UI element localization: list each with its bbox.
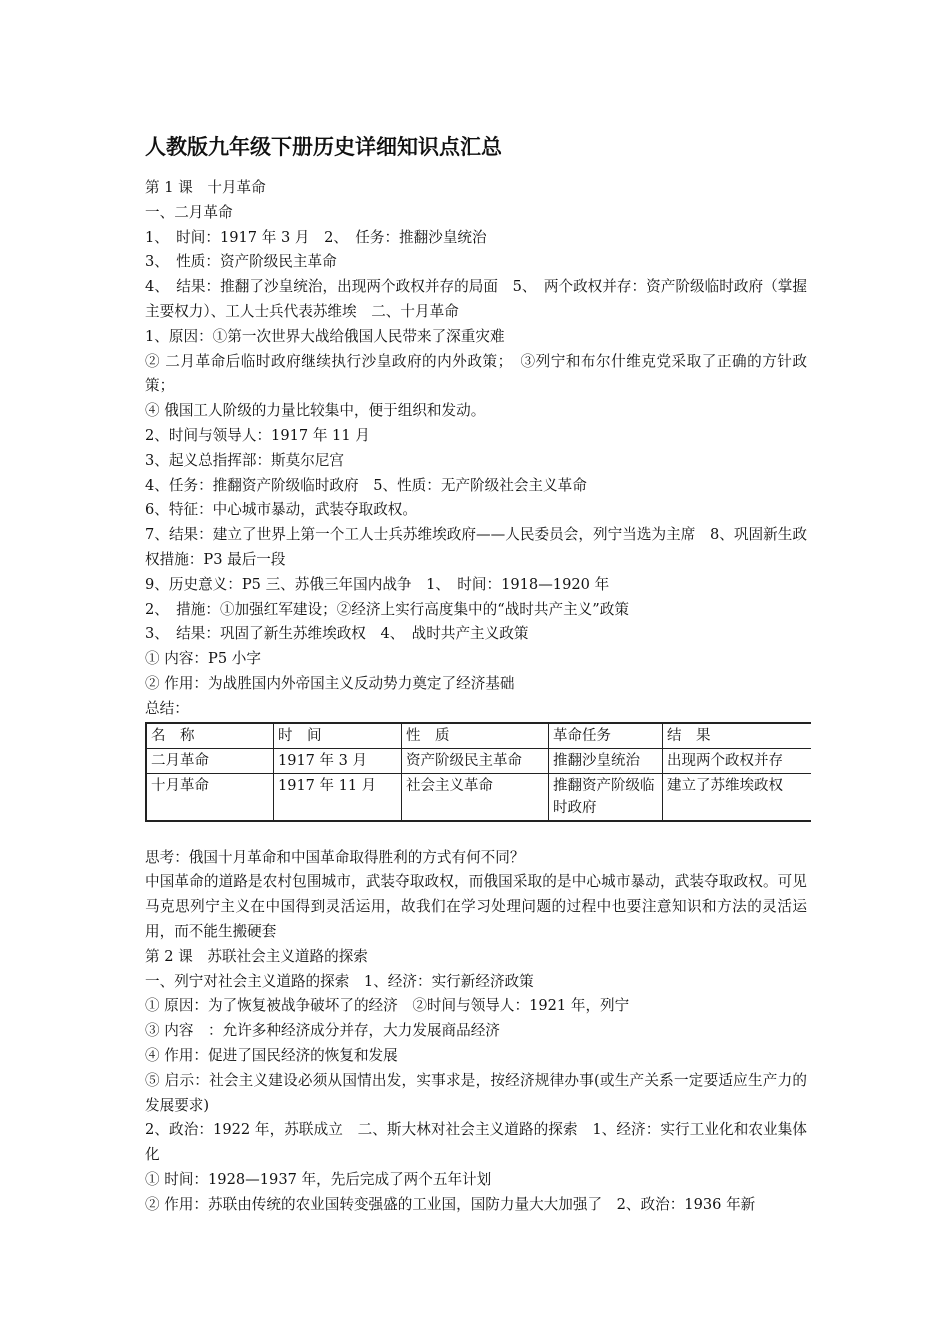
paragraph: ① 内容：P5 小字 bbox=[145, 650, 261, 668]
paragraph: 7、结果：建立了世界上第一个工人士兵苏维埃政府——人民委员会，列宁当选为主席 8、巩固新生政权措施：P3 最后一段 bbox=[145, 526, 807, 568]
paragraph: 一、列宁对社会主义道路的探索 1、经济：实行新经济政策 bbox=[145, 972, 534, 990]
cell-name: 二月革命 bbox=[146, 748, 274, 773]
paragraph: 1、原因：①第一次世界大战给俄国人民带来了深重灾难 bbox=[145, 327, 505, 345]
paragraph: ② 二月革命后临时政府继续执行沙皇政府的内外政策； ③列宁和布尔什维克党采取了正确的方针政策； bbox=[145, 352, 807, 395]
section-bottom bbox=[145, 846, 807, 1218]
cell-task: 推翻沙皇统治 bbox=[549, 748, 663, 773]
cell-task: 推翻资产阶级临时政府 bbox=[549, 773, 663, 821]
paragraph: 4、 结果：推翻了沙皇统治，出现两个政权并存的局面 5、 两个政权并存：资产阶级临时政府（掌握主要权力）、工人士兵代表苏维埃 二、十月革命 bbox=[145, 278, 807, 320]
paragraph: 2、 措施：①加强红军建设；②经济上实行高度集中的“战时共产主义”政策 bbox=[145, 600, 629, 618]
cell-result: 建立了苏维埃政权 bbox=[663, 773, 812, 821]
paragraph: 6、特征：中心城市暴动，武装夺取政权。 bbox=[145, 501, 417, 519]
table-row bbox=[146, 773, 811, 821]
document-page bbox=[145, 132, 807, 1217]
header-time: 时 间 bbox=[274, 723, 402, 749]
paragraph: 4、任务：推翻资产阶级临时政府 5、性质：无产阶级社会主义革命 bbox=[145, 476, 587, 494]
header-result: 结 果 bbox=[663, 723, 812, 749]
paragraph: ④ 俄国工人阶级的力量比较集中，便于组织和发动。 bbox=[145, 402, 486, 420]
paragraph: 第 1 课 十月革命 bbox=[145, 179, 266, 196]
paragraph: 2、时间与领导人：1917 年 11 月 bbox=[145, 426, 370, 444]
paragraph: 3、 性质：资产阶级民主革命 bbox=[145, 253, 337, 271]
paragraph: 一、二月革命 bbox=[145, 203, 233, 221]
paragraph: 思考：俄国十月革命和中国革命取得胜利的方式有何不同？ bbox=[145, 848, 525, 866]
paragraph: ② 作用：苏联由传统的农业国转变强盛的工业国，国防力量大大加强了 2、政治：1936 年新 bbox=[145, 1195, 756, 1213]
paragraph: 中国革命的道路是农村包围城市，武装夺取政权，而俄国采取的是中心城市暴动，武装夺取政权。可见马克思列宁主义在中国得到灵活运用，故我们在学习处理问题的过程中也要注意知识和方法的灵活运用，而不能生搬硬套 bbox=[145, 873, 807, 940]
section-top bbox=[145, 176, 807, 722]
paragraph: 第 2 课 苏联社会主义道路的探索 bbox=[145, 947, 368, 965]
summary-label: 总结： bbox=[145, 699, 189, 717]
summary-table bbox=[145, 722, 811, 822]
paragraph: ④ 作用：促进了国民经济的恢复和发展 bbox=[145, 1046, 398, 1064]
paragraph: 9、历史意义：P5 三、苏俄三年国内战争 1、 时间：1918—1920 年 bbox=[145, 575, 610, 593]
paragraph: ⑤ 启示：社会主义建设必须从国情出发，实事求是，按经济规律办事(或生产关系一定要适应生产力的发展要求) bbox=[145, 1071, 807, 1114]
header-task: 革命任务 bbox=[549, 723, 663, 749]
paragraph: ③ 内容 ：允许多种经济成分并存，大力发展商品经济 bbox=[145, 1022, 500, 1040]
cell-nature: 资产阶级民主革命 bbox=[402, 748, 549, 773]
header-nature: 性 质 bbox=[402, 723, 549, 749]
paragraph: 2、政治：1922 年，苏联成立 二、斯大林对社会主义道路的探索 1、经济：实行工业化和农业集体化 bbox=[145, 1121, 807, 1164]
paragraph: ① 时间：1928—1937 年，先后完成了两个五年计划 bbox=[145, 1170, 492, 1188]
paragraph: ① 原因：为了恢复被战争破坏了的经济 ②时间与领导人：1921 年，列宁 bbox=[145, 997, 630, 1015]
paragraph: ② 作用：为战胜国内外帝国主义反动势力奠定了经济基础 bbox=[145, 674, 515, 692]
cell-time: 1917 年 3 月 bbox=[274, 748, 402, 773]
header-name: 名 称 bbox=[146, 723, 274, 749]
paragraph: 3、起义总指挥部：斯莫尔尼宫 bbox=[145, 451, 345, 469]
table-header-row bbox=[146, 723, 811, 749]
paragraph: 1、 时间：1917 年 3 月 2、 任务：推翻沙皇统治 bbox=[145, 228, 487, 246]
document-title: 人教版九年级下册历史详细知识点汇总 bbox=[145, 135, 502, 159]
paragraph: 3、 结果：巩固了新生苏维埃政权 4、 战时共产主义政策 bbox=[145, 625, 529, 643]
table-row bbox=[146, 748, 811, 773]
cell-time: 1917 年 11 月 bbox=[274, 773, 402, 821]
cell-result: 出现两个政权并存 bbox=[663, 748, 812, 773]
cell-name: 十月革命 bbox=[146, 773, 274, 821]
cell-nature: 社会主义革命 bbox=[402, 773, 549, 821]
